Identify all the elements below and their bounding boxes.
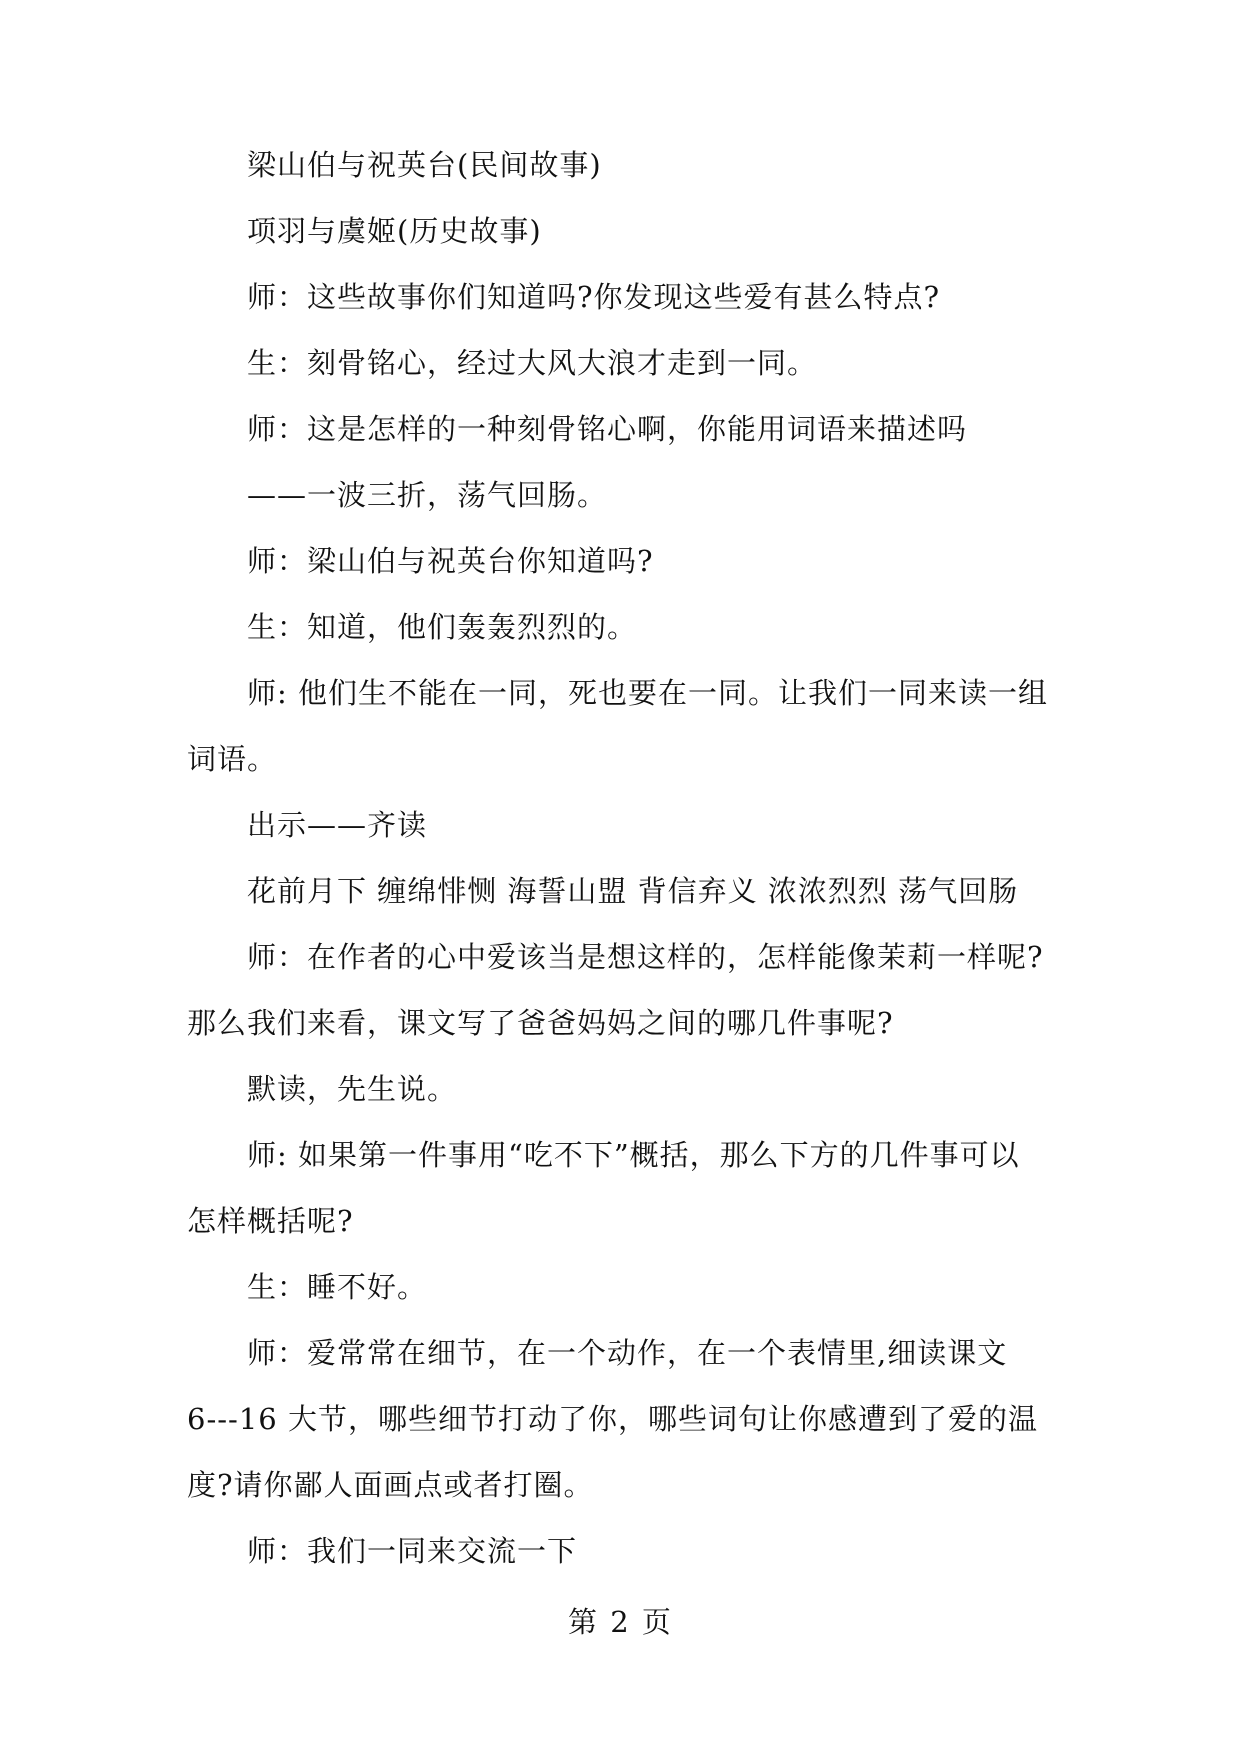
- text-line: 怎样概括呢?: [187, 1204, 354, 1238]
- text-line: 度?请你鄙人面画点或者打圈。: [187, 1468, 594, 1502]
- text-line: 师：这是怎样的一种刻骨铭心啊，你能用词语来描述吗: [247, 412, 968, 446]
- text-line: 花前月下 缠绵悱恻 海誓山盟 背信弃义 浓浓烈烈 荡气回肠: [247, 874, 1019, 908]
- text-line: 生：睡不好。: [247, 1270, 428, 1304]
- text-line: 那么我们来看，课文写了爸爸妈妈之间的哪几件事呢?: [187, 1006, 894, 1040]
- text-line: 默读，先生说。: [247, 1072, 458, 1106]
- text-line: 师：我们一同来交流一下: [247, 1534, 578, 1568]
- text-line: 梁山伯与祝英台(民间故事): [247, 148, 602, 182]
- text-line: 项羽与虞姬(历史故事): [247, 214, 542, 248]
- text-line: 生：刻骨铭心，经过大风大浪才走到一同。: [247, 346, 818, 380]
- page-number: 第 2 页: [568, 1605, 673, 1639]
- text-line: 词语。: [187, 742, 278, 776]
- text-line: 师: 如果第一件事用“吃不下”概括，那么下方的几件事可以: [247, 1138, 1020, 1172]
- text-line: 师：爱常常在细节，在一个动作，在一个表情里,细读课文: [247, 1336, 1008, 1370]
- text-line: 生：知道，他们轰轰烈烈的。: [247, 610, 638, 644]
- text-line: ——一波三折，荡气回肠。: [247, 478, 608, 512]
- text-line: 师：在作者的心中爱该当是想这样的，怎样能像茉莉一样呢?: [247, 940, 1044, 974]
- text-line: 师: 他们生不能在一同，死也要在一同。让我们一同来读一组: [247, 676, 1048, 710]
- text-line: 6---16 大节，哪些细节打动了你，哪些词句让你感遭到了爱的温: [187, 1402, 1038, 1436]
- text-line: 师：这些故事你们知道吗?你发现这些爱有甚么特点?: [247, 280, 941, 314]
- text-line: 出示——齐读: [247, 808, 428, 842]
- text-line: 师：梁山伯与祝英台你知道吗?: [247, 544, 654, 578]
